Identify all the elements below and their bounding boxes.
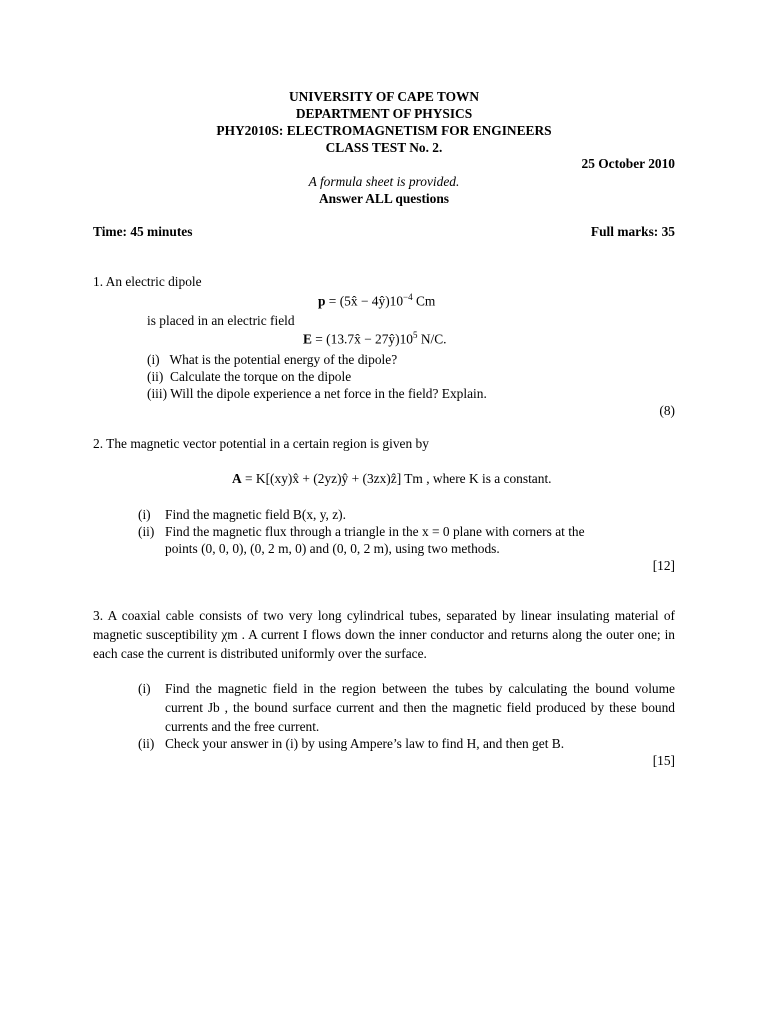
university-name: UNIVERSITY OF CAPE TOWN bbox=[288, 89, 480, 104]
q1-part-ii: (ii) Calculate the torque on the dipole bbox=[147, 369, 352, 384]
q3-part-ii: Check your answer in (i) by using Ampere’s law to find H, and then get B. bbox=[165, 736, 565, 751]
department-name: DEPARTMENT OF PHYSICS bbox=[295, 106, 473, 121]
instruction: Answer ALL questions bbox=[319, 191, 449, 206]
q1-intro: 1. An electric dipole bbox=[93, 274, 202, 289]
q1-mid-text: is placed in an electric field bbox=[147, 313, 295, 328]
q3-intro: 3. A coaxial cable consists of two very long cylindrical tubes, separated by linear insulating material of magnetic susceptibility χm . A current I flows down the inner conductor and returns along the outer one; in each case the current is distributed uniformly over the surface. bbox=[93, 608, 675, 661]
q2-part-i-label: (i) bbox=[138, 507, 151, 522]
q2-part-ii-line2: points (0, 0, 0), (0, 2 m, 0) and (0, 0, 2 m), using two methods. bbox=[165, 541, 500, 556]
q2-eq-lhs: A bbox=[232, 471, 242, 486]
formula-note: A formula sheet is provided. bbox=[308, 174, 460, 189]
q2-eq-rhs: = K[(xy)x̂ + (2yz)ŷ + (3zx)ẑ] Tm , where K is a constant. bbox=[241, 471, 552, 486]
q1-eq2-exp: 5 bbox=[412, 330, 418, 340]
q3-part-i: Find the magnetic field in the region between the tubes by calculating the bound volume current Jb , the bound surface current and then the magnetic field produced by these bound currents and the free current. bbox=[165, 681, 675, 734]
q1-field-equation bbox=[303, 330, 447, 348]
q3-part-i-label: (i) bbox=[138, 681, 151, 696]
q1-marks: (8) bbox=[659, 403, 675, 418]
test-title: CLASS TEST No. 2. bbox=[325, 140, 443, 155]
q1-dipole-equation bbox=[318, 292, 435, 310]
test-date: 25 October 2010 bbox=[581, 156, 675, 171]
q1-eq1-unit: Cm bbox=[412, 293, 436, 309]
course-title: PHY2010S: ELECTROMAGNETISM FOR ENGINEERS bbox=[216, 123, 552, 138]
q2-part-ii-line1: Find the magnetic flux through a triangle in the x = 0 plane with corners at the bbox=[165, 524, 585, 539]
time-limit: Time: 45 minutes bbox=[93, 224, 193, 239]
full-marks: Full marks: 35 bbox=[590, 224, 675, 239]
q1-eq2-rhs: = (13.7x̂ − 27ŷ)10 bbox=[311, 331, 413, 347]
q2-marks: [12] bbox=[652, 558, 675, 573]
q2-part-i: Find the magnetic field B(x, y, z). bbox=[165, 507, 346, 522]
q1-eq2-unit: N/C. bbox=[417, 331, 447, 347]
q2-part-ii-label: (ii) bbox=[138, 524, 155, 539]
q1-part-i: (i) What is the potential energy of the dipole? bbox=[147, 352, 398, 367]
q1-part-iii: (iii) Will the dipole experience a net force in the field? Explain. bbox=[147, 386, 487, 401]
q3-part-ii-label: (ii) bbox=[138, 736, 155, 751]
q2-intro: 2. The magnetic vector potential in a certain region is given by bbox=[93, 436, 429, 451]
q1-eq2-lhs: E bbox=[303, 331, 312, 347]
q2-vector-potential-equation bbox=[232, 470, 552, 487]
q1-eq1-exp: −4 bbox=[403, 292, 413, 302]
q3-marks: [15] bbox=[652, 753, 675, 768]
q1-eq1-rhs: = (5x̂ − 4ŷ)10 bbox=[325, 293, 404, 309]
q1-eq1-lhs: p bbox=[318, 293, 326, 309]
